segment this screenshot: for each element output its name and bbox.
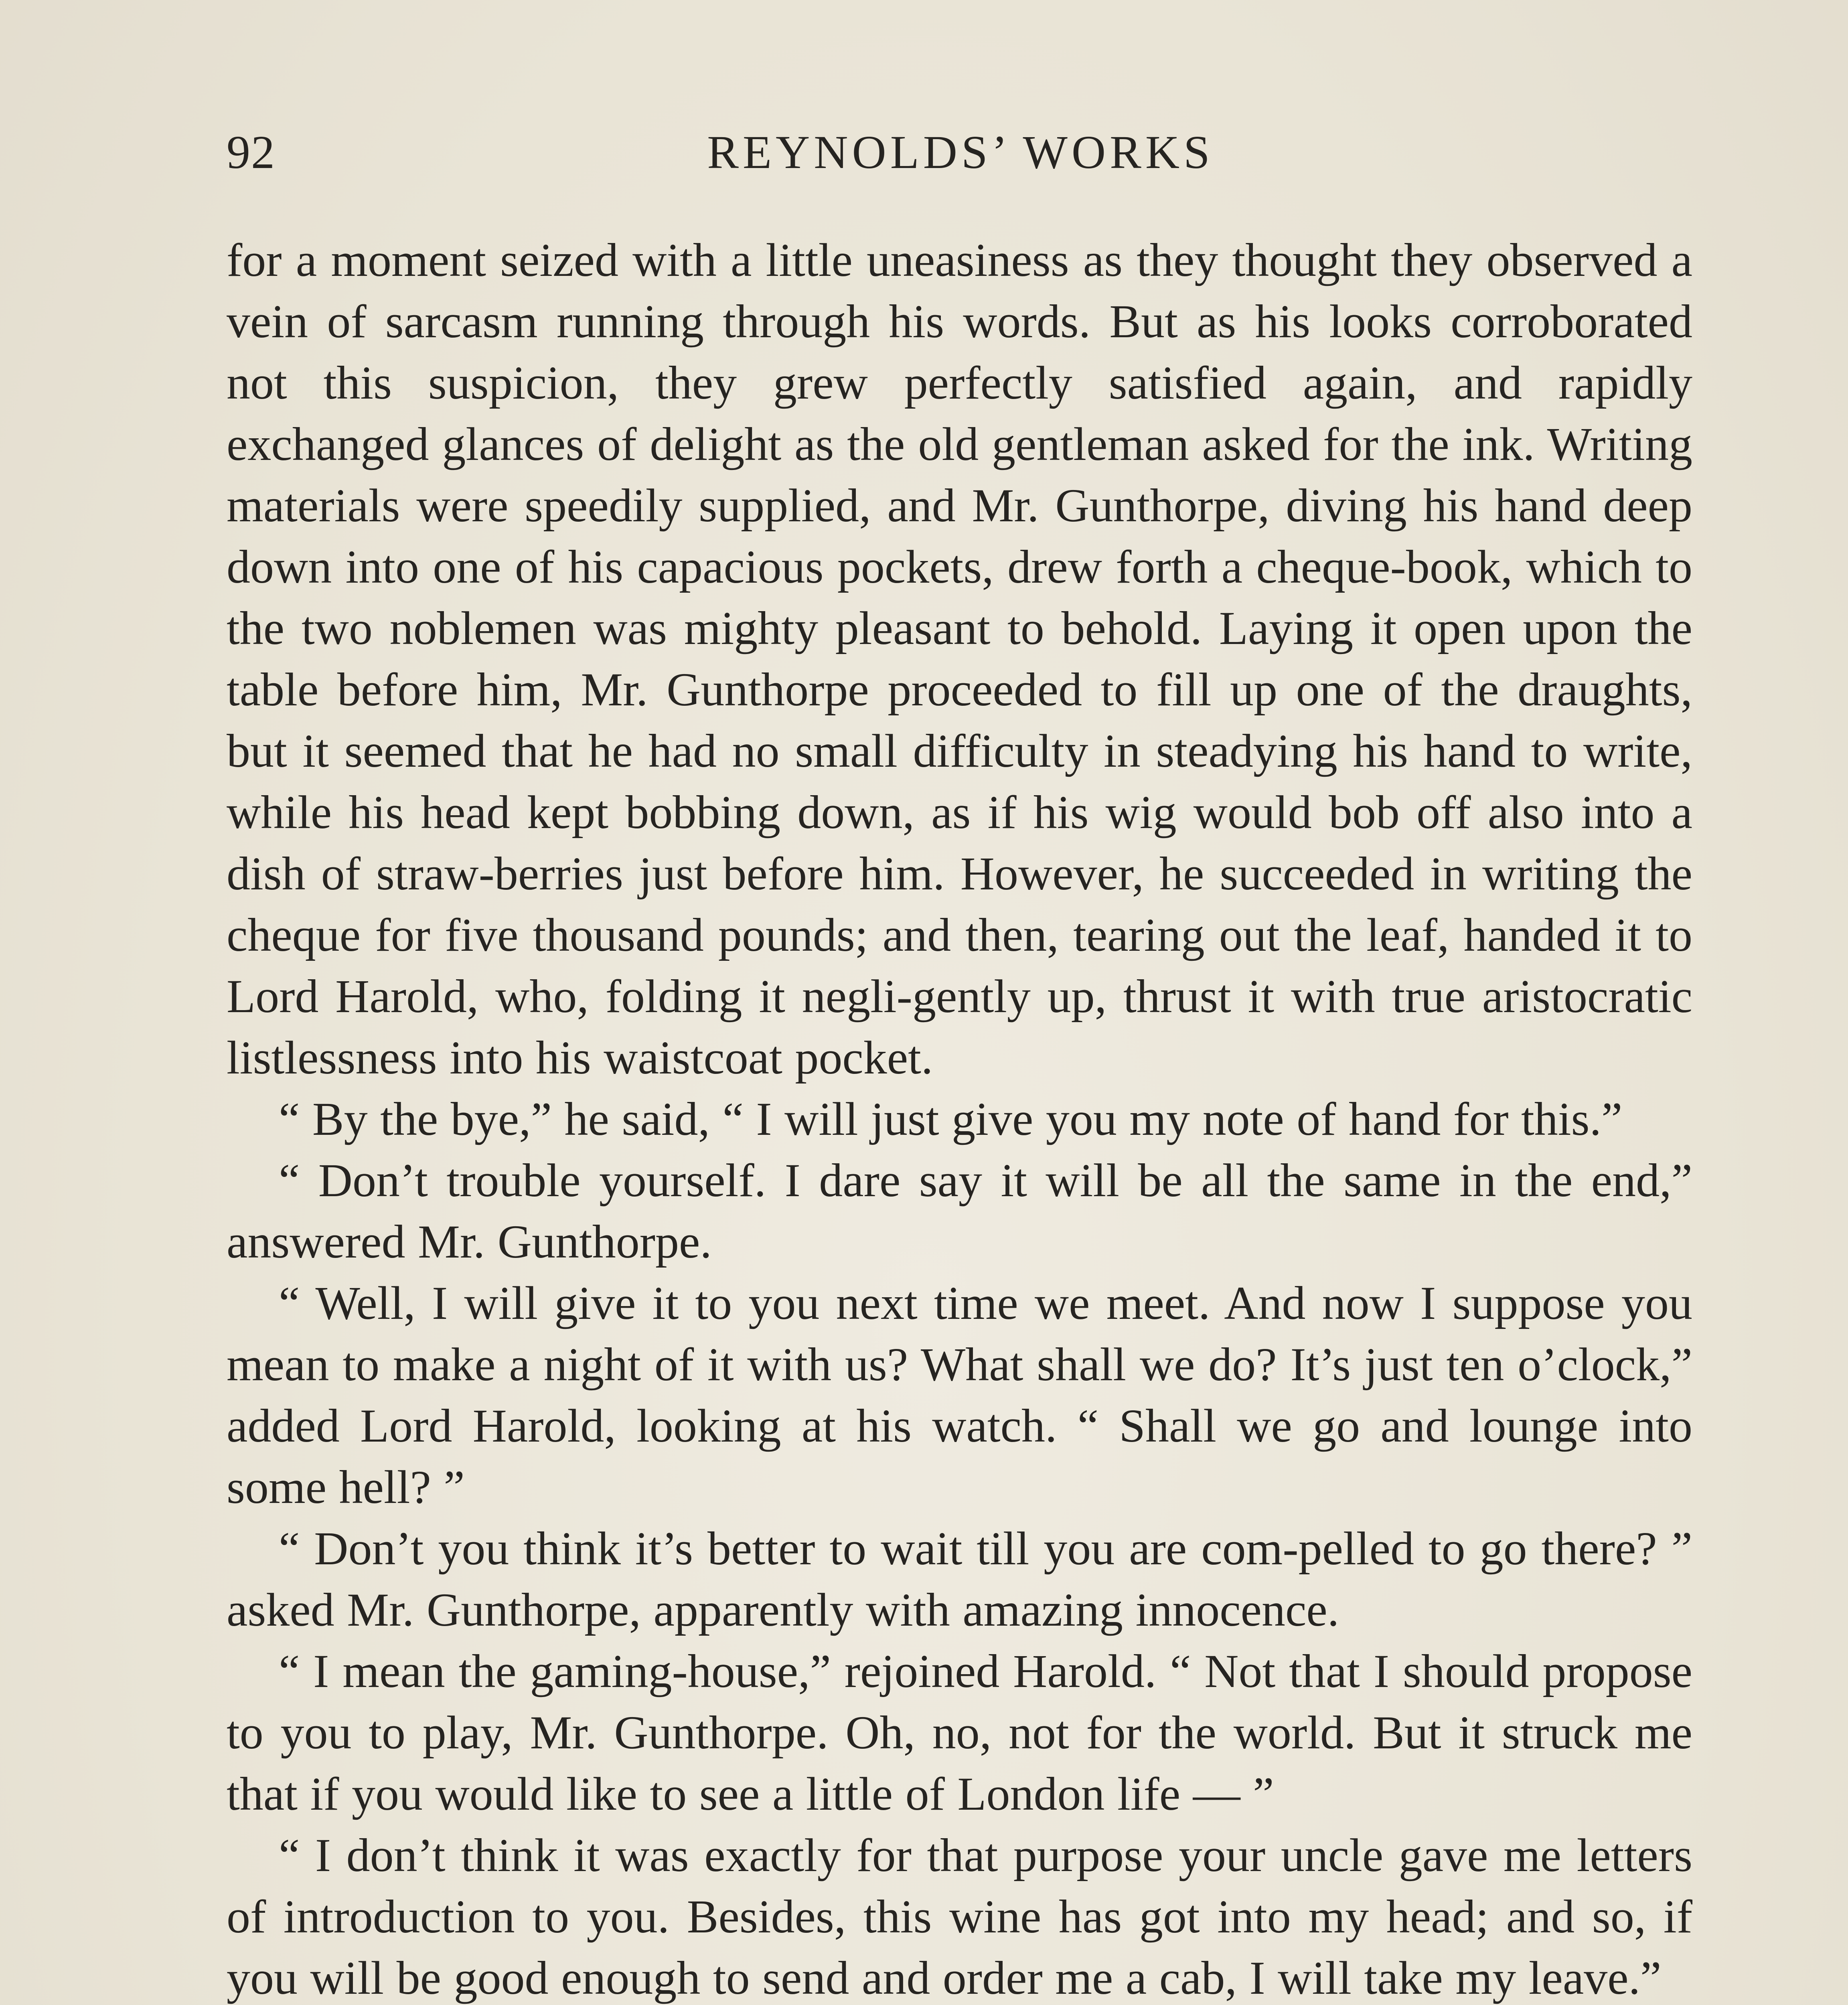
paragraph-6: “ I mean the gaming-house,” rejoined Harold. “ Not that I should propose to you to play, Mr. Gunthorpe. Oh, no, not for the world. But it struck me that if you would like to see a little of London life — ” <box>227 1645 1692 1820</box>
paragraph-4: “ Well, I will give it to you next time we meet. And now I suppose you mean to make a night of it with us? What shall we do? It’s just ten o’clock,” added Lord Harold, looking at his watch. “ Shall we go and lounge into some hell? ” <box>227 1277 1692 1513</box>
paragraph-5: “ Don’t you think it’s better to wait till you are com-pelled to go there? ” asked Mr. Gunthorpe, apparently with amazing innocence. <box>227 1522 1692 1636</box>
page-number: 92 <box>227 126 276 178</box>
running-title: REYNOLDS’ WORKS <box>707 126 1214 178</box>
paragraph-3: “ Don’t trouble yourself. I dare say it will be all the same in the end,” answered Mr. Gunthorpe. <box>227 1154 1692 1268</box>
paragraph-1: for a moment seized with a little uneasiness as they thought they observed a vein of sarcasm running through his words. But as his looks corroborated not this suspicion, they grew perfectly satisfied again, and rapidly exchanged glances of delight as the old gentleman asked for the ink. Writing materials were speedily supplied, and Mr. Gunthorpe, diving his hand deep down into one of his capacious pockets, drew forth a cheque-book, which to the two noblemen was mighty pleasant to behold. Laying it open upon the table before him, Mr. Gunthorpe proceeded to fill up one of the draughts, but it seemed that he had no small difficulty in steadying his hand to write, while his head kept bobbing down, as if his wig would bob off also into a dish of straw-berries just before him. However, he succeeded in writing the cheque for five thousand pounds; and then, tearing out the leaf, handed it to Lord Harold, who, folding it negli-gently up, thrust it with true aristocratic listlessness into his waistcoat pocket. <box>227 234 1692 1084</box>
paragraph-2: “ By the bye,” he said, “ I will just give you my note of hand for this.” <box>279 1093 1623 1145</box>
body-text <box>227 229 1692 2005</box>
paragraph-7: “ I don’t think it was exactly for that purpose your uncle gave me letters of introduction to you. Besides, this wine has got into my head; and so, if you will be good enough to send and order me a cab, I will take my leave.” <box>227 1829 1692 2004</box>
running-head <box>227 120 1694 184</box>
